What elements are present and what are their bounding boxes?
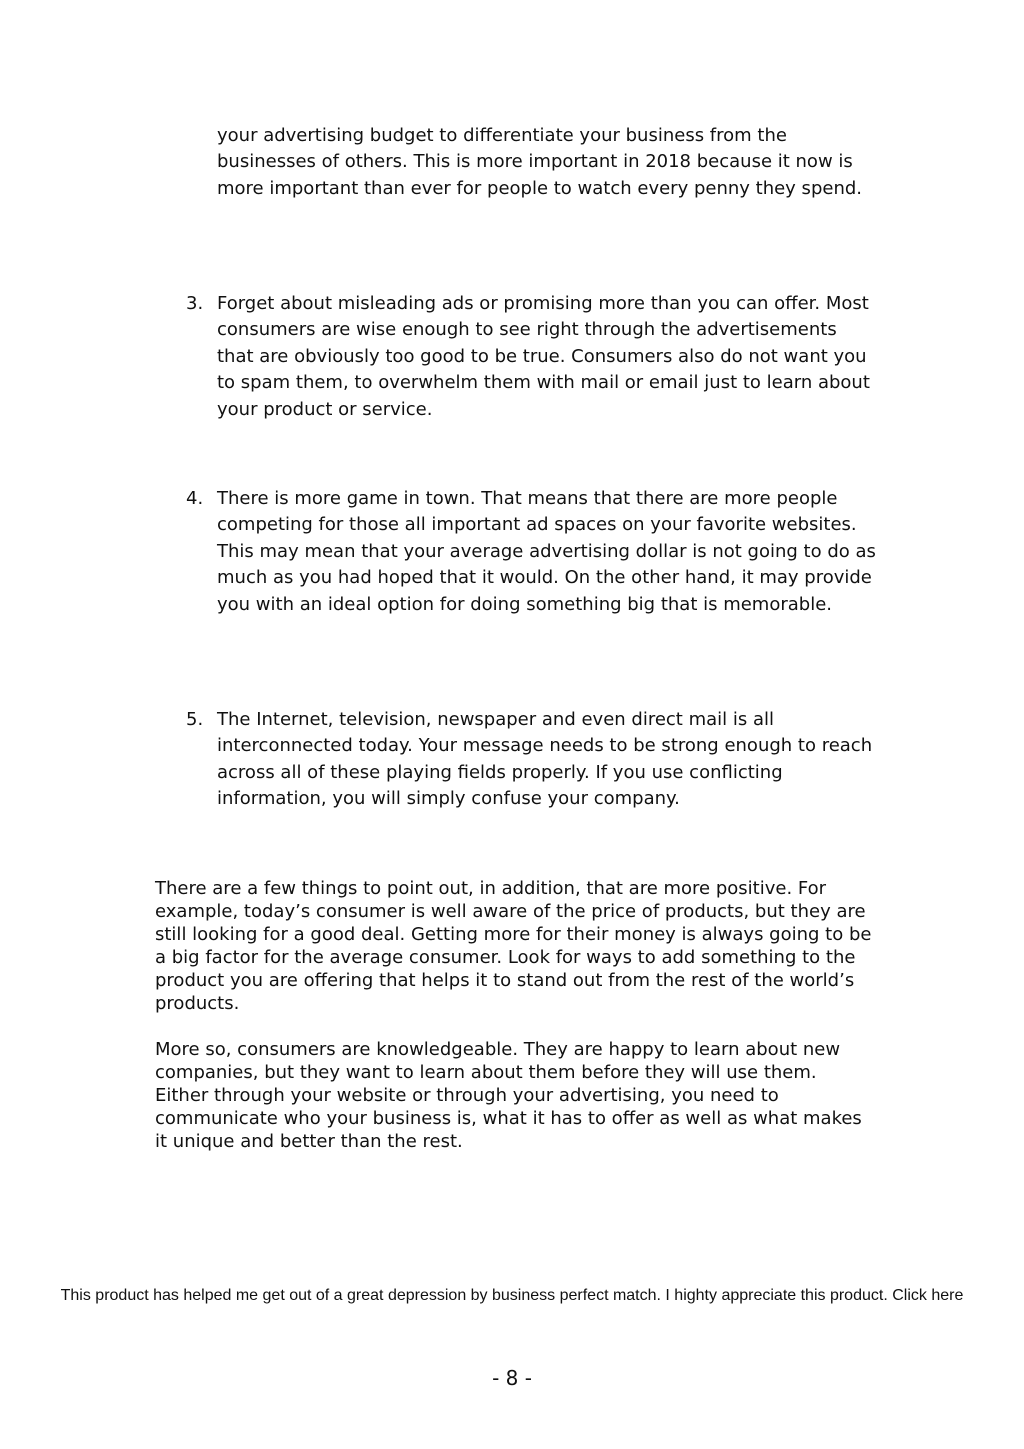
click-here-link[interactable]: Click here bbox=[892, 1287, 964, 1304]
list-item-number: 5. bbox=[186, 709, 204, 730]
list-item-continued bbox=[186, 123, 876, 202]
list-item-text: your advertising budget to differentiate your business from the businesses of others. This is more important in 2018 because it now is more important than ever for people to watch every penny they spend. bbox=[217, 125, 862, 199]
footer-promo bbox=[0, 1285, 1024, 1307]
paragraph-positive-points: There are a few things to point out, in addition, that are more positive. For example, today’s consumer is well aware of the price of products, but they are still looking for a good deal. Getting more for their money is always going to be a big factor for the average consumer. Look for ways to add something to the product you are offering that helps it to stand out from the rest of the world’s products. bbox=[155, 878, 872, 1014]
list-item-3 bbox=[186, 291, 876, 423]
list-item-number: 3. bbox=[186, 293, 204, 314]
list-item-text: The Internet, television, newspaper and even direct mail is all interconnected today. Your message needs to be strong enough to reach across all of these playing fields properly. If you use conflicting information, you will simply confuse your company. bbox=[217, 709, 873, 810]
footer-promo-text: This product has helped me get out of a great depression by business perfect match. I highty appreciate this product. bbox=[60, 1287, 888, 1304]
list-item-4 bbox=[186, 486, 876, 618]
list-item-number: 4. bbox=[186, 488, 204, 509]
paragraph-knowledgeable-consumers: More so, consumers are knowledgeable. They are happy to learn about new companies, but they want to learn about them before they will use them. Either through your website or through your advertising, you need to communicate who your business is, what it has to offer as well as what makes it unique and better than the rest. bbox=[155, 1039, 862, 1152]
list-item-5 bbox=[186, 707, 876, 813]
list-item-text: Forget about misleading ads or promising more than you can offer. Most consumers are wise enough to see right through the advertisements that are obviously too good to be true. Consumers also do not want you to spam them, to overwhelm them with mail or email just to learn about your product or service. bbox=[217, 293, 870, 420]
page-number: - 8 - bbox=[492, 1366, 532, 1390]
list-item-text: There is more game in town. That means that there are more people competing for those all important ad spaces on your favorite websites. This may mean that your average advertising dollar is not going to do as much as you had hoped that it would. On the other hand, it may provide you with an ideal option for doing something big that is memorable. bbox=[217, 488, 876, 615]
